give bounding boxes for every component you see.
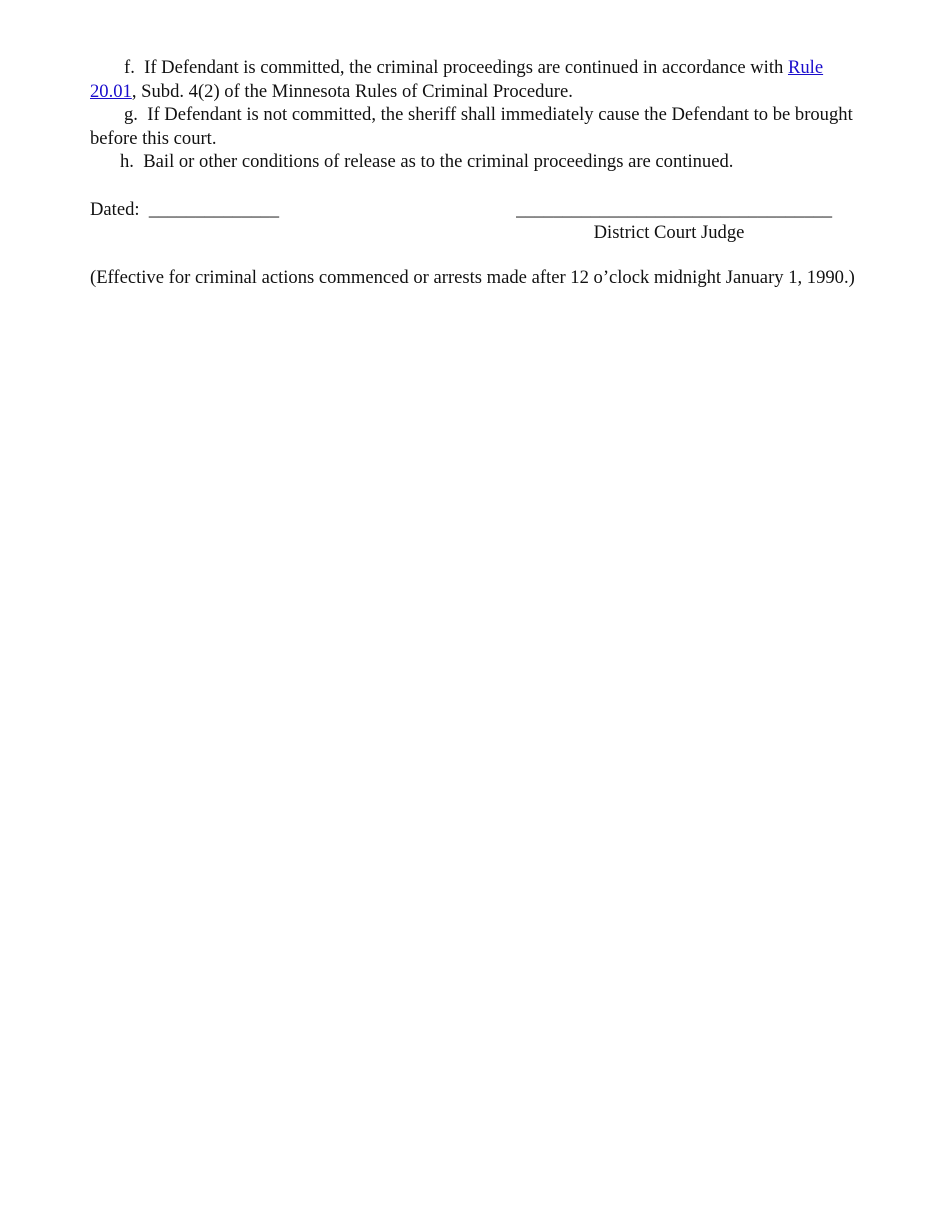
- rule-20-01-link[interactable]: Rule 20.01: [90, 57, 824, 102]
- item-g-text: If Defendant is not committed, the sheriff shall immediately cause the Defendant to be brought before this court.: [90, 104, 853, 149]
- item-f-paragraph: [90, 56, 860, 103]
- judge-signature-line: __________________________________: [516, 198, 833, 220]
- item-g-paragraph: [90, 103, 860, 150]
- item-f-text-before-link: If Defendant is committed, the criminal proceedings are continued in accordance with: [144, 57, 788, 78]
- judge-title: District Court Judge: [593, 221, 745, 243]
- dated-line: [90, 198, 279, 222]
- item-f-marker: f.: [124, 57, 135, 78]
- item-h-text: Bail or other conditions of release as to the criminal proceedings are continued.: [143, 151, 734, 172]
- item-g-marker: g.: [124, 104, 138, 125]
- dated-label: Dated:: [90, 198, 140, 220]
- signature-block: [90, 198, 860, 244]
- effective-date-note: (Effective for criminal actions commenced or arrests made after 12 o’clock midnight January 1, 1990.): [90, 266, 855, 288]
- item-h-marker: h.: [120, 151, 134, 172]
- item-h-paragraph: [90, 150, 860, 174]
- item-f-text-after-link: , Subd. 4(2) of the Minnesota Rules of Criminal Procedure.: [131, 80, 573, 102]
- document-page: [90, 56, 860, 289]
- dated-blank: ______________: [148, 198, 280, 220]
